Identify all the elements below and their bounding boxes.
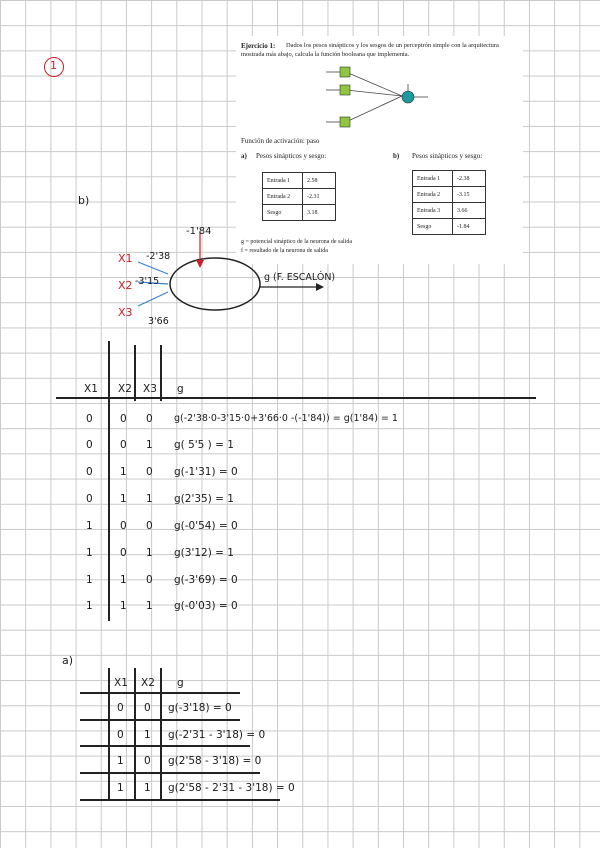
table-row: Entrada 1 2.58 — [263, 173, 336, 189]
perceptron-diagram — [316, 64, 436, 134]
table-a-header-g: g — [177, 677, 184, 689]
table-row: Sesgo 3.18 — [263, 205, 336, 221]
table-b-header-x1: X1 — [84, 383, 98, 395]
table-a-divider-1 — [134, 668, 136, 800]
table-a-divider-2 — [160, 668, 162, 800]
activation-function: Función de activación: paso — [241, 137, 320, 145]
input-x1-label: X1 — [118, 252, 133, 265]
table-a-line-1 — [80, 692, 240, 694]
table-b-header-x3: X3 — [143, 383, 157, 395]
table-b-header-g: g — [177, 383, 184, 395]
exercise-number: 1 — [50, 59, 57, 72]
input-arrow-3 — [138, 292, 168, 306]
input-node-1 — [340, 67, 350, 77]
table-b-divider-2 — [134, 345, 136, 401]
table-row: Entrada 3 3.66 — [413, 203, 486, 219]
weights-table-b — [412, 170, 486, 235]
weights-table-a — [262, 172, 336, 221]
weight-w1: -2'38 — [146, 251, 171, 262]
bias-value: -1'84 — [186, 226, 212, 237]
table-row: Entrada 1 -2.38 — [413, 171, 486, 187]
table-a-line-5 — [80, 799, 280, 801]
table-b-divider-3 — [160, 345, 162, 401]
table-a-left-border — [108, 668, 110, 800]
part-b-letter: b) — [393, 152, 400, 160]
input-arrow-1 — [138, 262, 168, 274]
input-node-3 — [340, 117, 350, 127]
neuron-body — [170, 258, 260, 310]
legend-f: f = resultado de la neurona de salida — [241, 248, 328, 254]
exercise-text-line2: mostrada más abajo, calcula la función booleana que implementa. — [241, 51, 410, 58]
table-b-header-x2: X2 — [118, 383, 132, 395]
exercise-title: Ejercicio 1: — [241, 42, 276, 50]
table-row: Entrada 2 -2.31 — [263, 189, 336, 205]
input-node-2 — [340, 85, 350, 95]
table-a-line-2 — [80, 719, 240, 721]
part-b-label: Pesos sinápticos y sesgo: — [412, 152, 483, 160]
table-row: Sesgo -1.84 — [413, 219, 486, 235]
table-a-header-x2: X2 — [141, 677, 155, 689]
table-a-line-4 — [80, 772, 260, 774]
part-a-handwritten-label: a) — [62, 654, 74, 667]
table-row: Entrada 2 -3.15 — [413, 187, 486, 203]
table-a-header-x1: X1 — [114, 677, 128, 689]
part-b-handwritten-label: b) — [78, 194, 90, 207]
output-neuron — [402, 91, 414, 103]
input-x3-label: X3 — [118, 306, 133, 319]
legend-g: g = potencial sináptico de la neurona de salida — [241, 239, 353, 245]
weight-w2: -3'15 — [135, 276, 160, 287]
exercise-text-line1: Dados los pesos sinápticos y los sesgos de un perceptrón simple con la arquitectura — [286, 42, 499, 49]
output-label: g (F. ESCALÓN) — [264, 272, 336, 283]
table-b-divider-1 — [108, 341, 110, 621]
table-b-header-line — [56, 397, 536, 399]
part-a-label: Pesos sinápticos y sesgo: — [256, 152, 327, 160]
input-x2-label: X2 — [118, 279, 133, 292]
weight-w3: 3'66 — [148, 316, 169, 327]
table-a-line-3 — [80, 745, 250, 747]
part-a-letter: a) — [241, 152, 247, 160]
